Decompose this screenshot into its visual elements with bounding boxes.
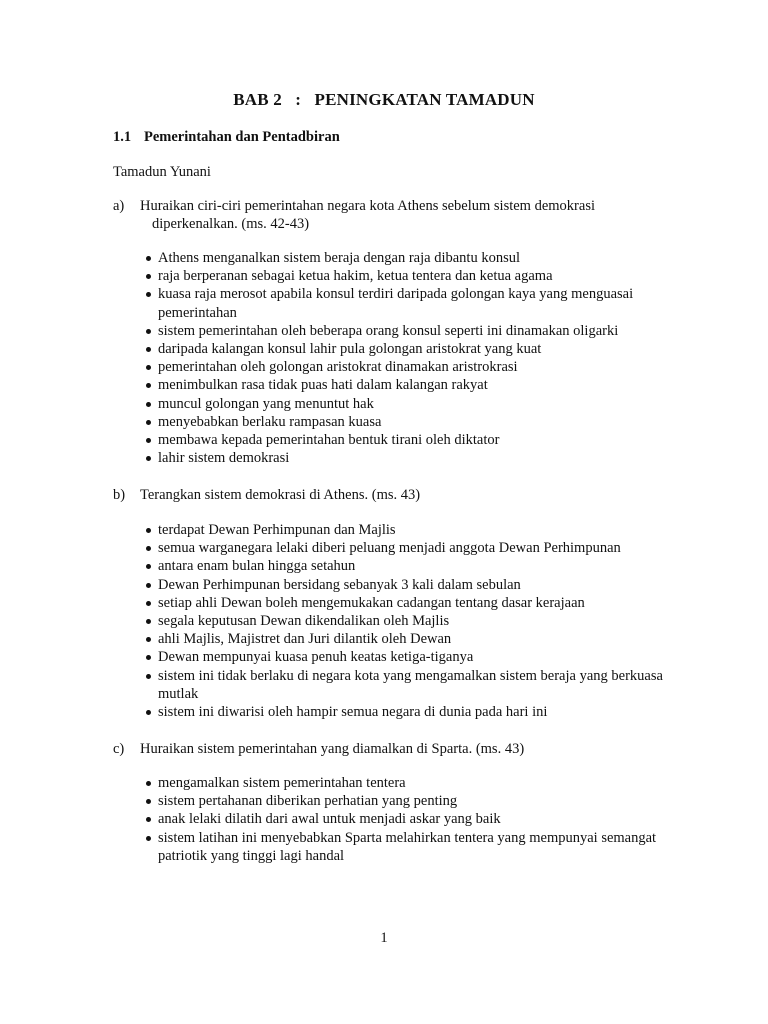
bullet-icon [146, 817, 151, 822]
bullet-icon [146, 420, 151, 425]
section-heading [113, 129, 340, 146]
chapter-title: BAB 2 : PENINGKATAN TAMADUN [233, 90, 535, 109]
bullet-icon [146, 619, 151, 624]
bullet-list-a [146, 249, 666, 467]
list-item: sistem ini tidak berlaku di negara kota yang mengamalkan sistem beraja yang berkuasa mutlak [146, 667, 666, 703]
bullet-icon [146, 274, 151, 279]
page-number: 1 [380, 930, 388, 946]
question-line: Huraikan sistem pemerintahan yang diamalkan di Sparta. (ms. 43) [140, 741, 525, 757]
question-letter: c) [113, 741, 125, 757]
bullet-icon [146, 347, 151, 352]
section-title: Pemerintahan dan Pentadbiran [144, 129, 340, 145]
list-item: sistem latihan ini menyebabkan Sparta melahirkan tentera yang mempunyai semangat patriotik yang tinggi lagi handal [146, 829, 666, 865]
question-letter: a) [113, 198, 125, 214]
bullet-icon [146, 637, 151, 642]
bullet-icon [146, 799, 151, 804]
bullet-icon [146, 655, 151, 660]
bullet-icon [146, 781, 151, 786]
list-item: mengamalkan sistem pemerintahan tentera [146, 774, 666, 792]
section-number: 1.1 [113, 129, 132, 145]
subheading: Tamadun Yunani [113, 164, 211, 180]
list-item: raja berperanan sebagai ketua hakim, ketua tentera dan ketua agama [146, 267, 666, 285]
bullet-icon [146, 601, 151, 606]
bullet-icon [146, 546, 151, 551]
question-line: diperkenalkan. (ms. 42-43) [152, 216, 310, 232]
bullet-icon [146, 365, 151, 370]
bullet-icon [146, 528, 151, 533]
list-item: anak lelaki dilatih dari awal untuk menjadi askar yang baik [146, 810, 666, 828]
list-item: sistem pemerintahan oleh beberapa orang konsul seperti ini dinamakan oligarki [146, 322, 666, 340]
list-item: terdapat Dewan Perhimpunan dan Majlis [146, 521, 666, 539]
list-item: Dewan mempunyai kuasa penuh keatas ketiga-tiganya [146, 648, 666, 666]
bullet-icon [146, 583, 151, 588]
question-line: Huraikan ciri-ciri pemerintahan negara kota Athens sebelum sistem demokrasi [140, 198, 595, 214]
bullet-list-b [146, 521, 666, 721]
question-text [140, 740, 660, 758]
list-item: membawa kepada pemerintahan bentuk tirani oleh diktator [146, 431, 666, 449]
bullet-icon [146, 402, 151, 407]
list-item: Dewan Perhimpunan bersidang sebanyak 3 kali dalam sebulan [146, 576, 666, 594]
list-item: sistem ini diwarisi oleh hampir semua negara di dunia pada hari ini [146, 703, 666, 721]
list-item: menyebabkan berlaku rampasan kuasa [146, 413, 666, 431]
bullet-icon [146, 836, 151, 841]
list-item: kuasa raja merosot apabila konsul terdiri daripada golongan kaya yang menguasai pemerintahan [146, 285, 666, 321]
question-letter: b) [113, 487, 126, 503]
list-item: menimbulkan rasa tidak puas hati dalam kalangan rakyat [146, 376, 666, 394]
list-item: setiap ahli Dewan boleh mengemukakan cadangan tentang dasar kerajaan [146, 594, 666, 612]
question-text [140, 486, 660, 504]
question-line: Terangkan sistem demokrasi di Athens. (ms. 43) [140, 487, 421, 503]
bullet-icon [146, 383, 151, 388]
list-item: muncul golongan yang menuntut hak [146, 395, 666, 413]
bullet-icon [146, 674, 151, 679]
list-item: semua warganegara lelaki diberi peluang menjadi anggota Dewan Perhimpunan [146, 539, 666, 557]
bullet-icon [146, 292, 151, 297]
list-item: lahir sistem demokrasi [146, 449, 666, 467]
list-item: pemerintahan oleh golongan aristokrat dinamakan aristrokrasi [146, 358, 666, 376]
list-item: segala keputusan Dewan dikendalikan oleh Majlis [146, 612, 666, 630]
list-item: sistem pertahanan diberikan perhatian yang penting [146, 792, 666, 810]
list-item: antara enam bulan hingga setahun [146, 557, 666, 575]
bullet-icon [146, 456, 151, 461]
bullet-icon [146, 256, 151, 261]
bullet-icon [146, 329, 151, 334]
bullet-icon [146, 564, 151, 569]
bullet-icon [146, 710, 151, 715]
bullet-list-c [146, 774, 666, 865]
list-item: ahli Majlis, Majistret dan Juri dilantik oleh Dewan [146, 630, 666, 648]
question-text [140, 197, 660, 233]
bullet-icon [146, 438, 151, 443]
list-item: Athens menganalkan sistem beraja dengan raja dibantu konsul [146, 249, 666, 267]
list-item: daripada kalangan konsul lahir pula golongan aristokrat yang kuat [146, 340, 666, 358]
